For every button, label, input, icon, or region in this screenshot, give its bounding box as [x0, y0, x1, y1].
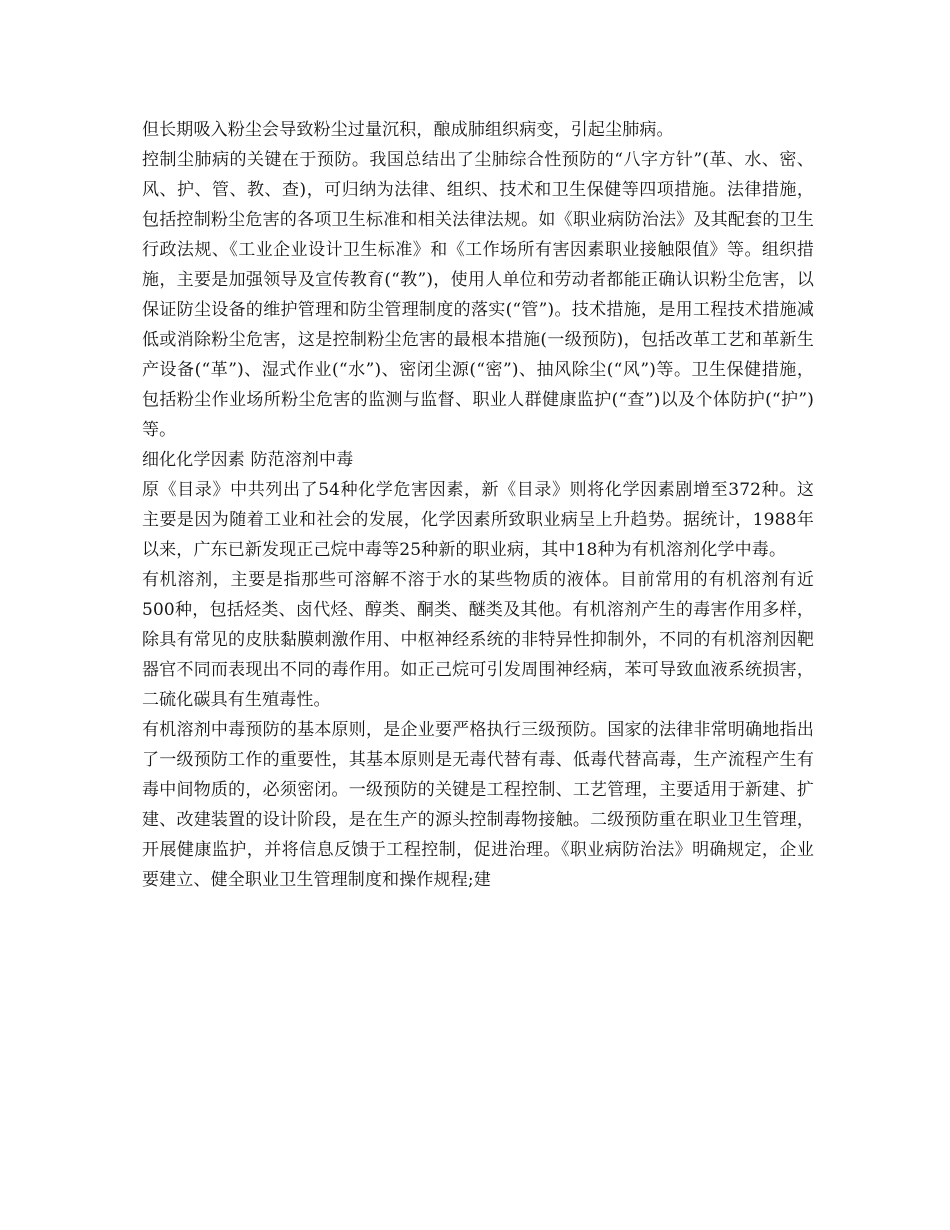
paragraph-4: 有机溶剂，主要是指那些可溶解不溶于水的某些物质的液体。目前常用的有机溶剂有近500种，包括烃类、卤代烃、醇类、酮类、醚类及其他。有机溶剂产生的毒害作用多样，除具有常见的皮肤黏膜刺激作用、中枢神经系统的非特异性抑制外，不同的有机溶剂因靶器官不同而表现出不同的毒作用。如正己烷可引发周围神经病，苯可导致血液系统损害，二硫化碳具有生殖毒性。: [142, 570, 814, 710]
paragraph-2: 控制尘肺病的关键在于预防。我国总结出了尘肺综合性预防的“八字方针”(革、水、密、风、护、管、教、查)，可归纳为法律、组织、技术和卫生保健等四项措施。法律措施，包括控制粉尘危害的各项卫生标准和相关法律法规。如《职业病防治法》及其配套的卫生行政法规、《工业企业设计卫生标准》和《工作场所有害因素职业接触限值》等。组织措施，主要是加强领导及宣传教育(“教”)，使用人单位和劳动者都能正确认识粉尘危害，以保证防尘设备的维护管理和防尘管理制度的落实(“管”)。技术措施，是用工程技术措施减低或消除粉尘危害，这是控制粉尘危害的最根本措施(一级预防)，包括改革工艺和革新生产设备(“革”)、湿式作业(“水”)、密闭尘源(“密”)、抽风除尘(“风”)等。卫生保健措施，包括粉尘作业场所粉尘危害的监测与监督、职业人群健康监护(“查”)以及个体防护(“护”)等。: [142, 150, 814, 440]
paragraph-5: 有机溶剂中毒预防的基本原则，是企业要严格执行三级预防。国家的法律非常明确地指出了一级预防工作的重要性，其基本原则是无毒代替有毒、低毒代替高毒，生产流程产生有毒中间物质的，必须密闭。一级预防的关键是工程控制、工艺管理，主要适用于新建、扩建、改建装置的设计阶段，是在生产的源头控制毒物接触。二级预防重在职业卫生管理，开展健康监护，并将信息反馈于工程控制，促进治理。《职业病防治法》明确规定，企业要建立、健全职业卫生管理制度和操作规程;建: [142, 720, 814, 890]
paragraph-3: 原《目录》中共列出了54种化学危害因素，新《目录》则将化学因素剧增至372种。这主要是因为随着工业和社会的发展，化学因素所致职业病呈上升趋势。据统计，1988年以来，广东已新发现正己烷中毒等25种新的职业病，其中18种为有机溶剂化学中毒。: [142, 480, 814, 560]
paragraph-1: 但长期吸入粉尘会导致粉尘过量沉积，酿成肺组织病变，引起尘肺病。: [142, 120, 674, 140]
document-body: [142, 115, 814, 895]
section-heading: 细化化学因素 防范溶剂中毒: [142, 450, 354, 470]
